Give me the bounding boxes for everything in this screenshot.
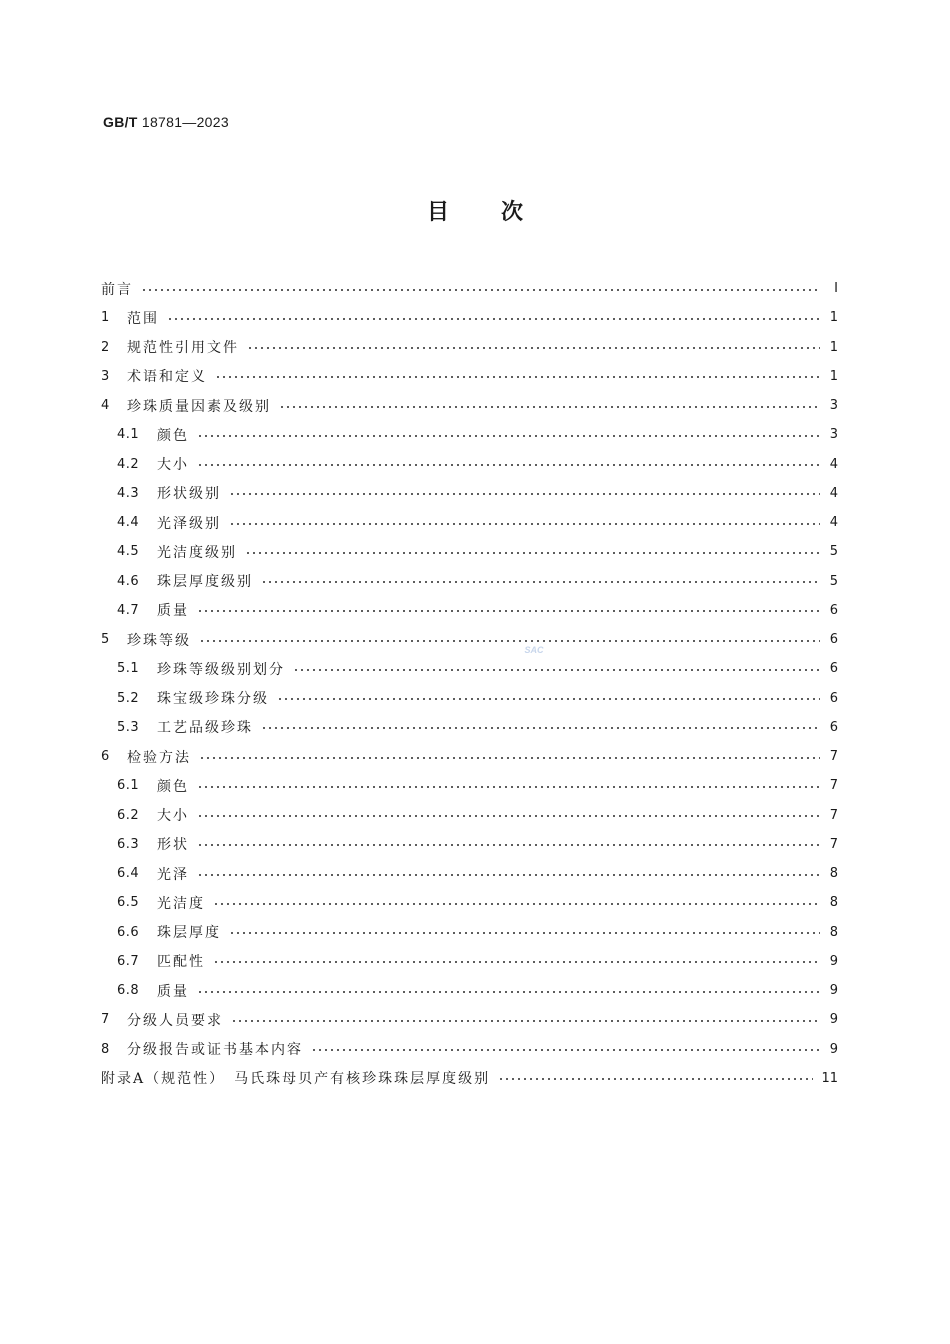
toc-entry-label: 大小 — [157, 808, 189, 825]
toc-entry[interactable] — [101, 1005, 838, 1034]
toc-entry[interactable] — [101, 420, 838, 449]
toc-entry-number: 6.4 — [117, 866, 140, 882]
toc-entry[interactable] — [101, 888, 838, 917]
toc-entry-number: 4.3 — [117, 485, 140, 501]
dot-leader — [247, 347, 820, 349]
toc-entry[interactable] — [101, 976, 838, 1005]
toc-entry-page: 5 — [829, 544, 838, 560]
toc-entry-number: 7 — [101, 1012, 110, 1028]
toc-entry-number: 5.1 — [117, 661, 140, 677]
toc-entry-number: 6 — [101, 749, 110, 765]
title-char-1: 目 — [426, 200, 449, 225]
toc-entry[interactable] — [101, 1035, 838, 1064]
dot-leader — [197, 991, 820, 993]
toc-entry-number: 6.2 — [117, 807, 140, 823]
dot-leader — [199, 757, 820, 759]
toc-entry[interactable] — [101, 274, 838, 303]
toc-entry-number: 4.1 — [117, 427, 140, 443]
toc-entry[interactable] — [101, 918, 838, 947]
toc-entry-number: 6.3 — [117, 836, 140, 852]
page-title — [0, 195, 950, 226]
toc-entry-number: 1 — [101, 310, 110, 326]
toc-entry-number: 5.3 — [117, 719, 140, 735]
toc-entry-label: 珠层厚度 — [157, 925, 221, 942]
toc-entry-label: 规范性引用文件 — [127, 340, 239, 357]
toc-entry-page: 4 — [829, 485, 838, 501]
dot-leader — [213, 961, 820, 963]
toc-entry-label: 质量 — [157, 603, 189, 620]
toc-entry-page: 3 — [829, 427, 838, 443]
toc-entry-label: 珍珠等级 — [127, 632, 191, 649]
toc-entry-label: 大小 — [157, 457, 189, 474]
toc-entry-page: 1 — [829, 339, 838, 355]
toc-entry-page: 6 — [829, 719, 838, 735]
toc-entry-number: 4 — [101, 398, 110, 414]
toc-entry-page: 11 — [821, 1070, 838, 1086]
toc-entry-label: 工艺品级珍珠 — [157, 720, 253, 737]
toc-entry-number: 8 — [101, 1041, 110, 1057]
toc-entry-number: 4.6 — [117, 573, 140, 589]
toc-entry[interactable] — [101, 859, 838, 888]
toc-entry-number: 6.1 — [117, 778, 140, 794]
toc-entry-label: 光洁度级别 — [157, 544, 237, 561]
toc-entry-page: 8 — [829, 866, 838, 882]
toc-entry-label: 珍珠等级级别划分 — [157, 661, 285, 678]
toc-entry[interactable] — [101, 684, 838, 713]
dot-leader — [231, 1020, 820, 1022]
toc-entry-page: 8 — [829, 895, 838, 911]
toc-entry[interactable] — [101, 713, 838, 742]
toc-entry-page: 7 — [829, 749, 838, 765]
dot-leader — [197, 815, 820, 817]
toc-entry-label: 珍珠质量因素及级别 — [127, 398, 271, 415]
toc-entry[interactable] — [101, 362, 838, 391]
toc-entry[interactable] — [101, 303, 838, 332]
dot-leader — [245, 552, 820, 554]
toc-entry[interactable] — [101, 333, 838, 362]
dot-leader — [197, 464, 820, 466]
toc-entry-page: 9 — [829, 1041, 838, 1057]
toc-entry[interactable] — [101, 625, 838, 654]
standard-number: 18781—2023 — [141, 114, 229, 130]
toc-entry-number: 6.6 — [117, 924, 140, 940]
toc-entry-label: 颜色 — [157, 427, 189, 444]
dot-leader — [197, 874, 820, 876]
toc-entry[interactable] — [101, 596, 838, 625]
toc-entry-label: 匹配性 — [157, 954, 205, 971]
dot-leader — [293, 669, 820, 671]
toc-entry-label: 分级人员要求 — [127, 1012, 223, 1029]
dot-leader — [279, 406, 820, 408]
toc-entry-label: 光泽级别 — [157, 515, 221, 532]
dot-leader — [229, 932, 820, 934]
toc-entry-label: 光洁度 — [157, 895, 205, 912]
toc-entry-page: 5 — [829, 573, 838, 589]
toc-entry-label: 范围 — [127, 310, 159, 327]
toc-entry-page: 6 — [829, 690, 838, 706]
toc-entry-page: 7 — [829, 836, 838, 852]
toc-entry-label: 前言 — [101, 281, 133, 298]
toc-entry-page: 6 — [829, 602, 838, 618]
toc-entry-page: 6 — [829, 632, 838, 648]
toc-entry-number: 5 — [101, 632, 110, 648]
toc-entry-label: 颜色 — [157, 778, 189, 795]
standard-code — [103, 114, 229, 130]
dot-leader — [277, 698, 820, 700]
toc-entry-page: 4 — [829, 515, 838, 531]
toc-entry-number: 6.5 — [117, 895, 140, 911]
toc-entry-page: 3 — [829, 398, 838, 414]
toc-entry-number: 6.7 — [117, 953, 140, 969]
toc-entry-label: 形状级别 — [157, 486, 221, 503]
toc-entry-page: 9 — [829, 1012, 838, 1028]
toc-entry-label: 珠层厚度级别 — [157, 574, 253, 591]
dot-leader — [197, 786, 820, 788]
title-char-2: 次 — [501, 200, 524, 225]
dot-leader — [197, 610, 820, 612]
toc-entry-page: I — [834, 281, 838, 297]
toc-entry[interactable] — [101, 537, 838, 566]
toc-entry-number: 4.4 — [117, 515, 140, 531]
toc-entry-page: 6 — [829, 661, 838, 677]
toc-entry[interactable] — [101, 742, 838, 771]
dot-leader — [199, 640, 820, 642]
dot-leader — [197, 844, 820, 846]
toc-entry-page: 4 — [829, 456, 838, 472]
toc-entry-label: 术语和定义 — [127, 369, 207, 386]
toc-entry-label: 检验方法 — [127, 749, 191, 766]
toc-entry[interactable] — [101, 947, 838, 976]
toc-entry[interactable] — [101, 771, 838, 800]
toc-entry-number: 4.5 — [117, 544, 140, 560]
dot-leader — [229, 493, 820, 495]
toc-entry-page: 7 — [829, 807, 838, 823]
toc-entry[interactable] — [101, 801, 838, 830]
toc-entry[interactable] — [101, 654, 838, 683]
dot-leader — [229, 523, 820, 525]
dot-leader — [141, 289, 820, 291]
toc-entry-label: 形状 — [157, 837, 189, 854]
toc-entry[interactable] — [101, 450, 838, 479]
toc-entry-number: 2 — [101, 339, 110, 355]
dot-leader — [213, 903, 820, 905]
dot-leader — [197, 435, 820, 437]
toc-entry-page: 9 — [829, 953, 838, 969]
toc-entry-label: 珠宝级珍珠分级 — [157, 691, 269, 708]
toc-entry[interactable] — [101, 508, 838, 537]
toc-entry[interactable] — [101, 391, 838, 420]
toc-entry-label: 光泽 — [157, 866, 189, 883]
toc-entry-page: 8 — [829, 924, 838, 940]
toc-entry-label: 附录A（规范性） 马氏珠母贝产有核珍珠珠层厚度级别 — [101, 1071, 491, 1088]
toc-entry-number: 6.8 — [117, 983, 140, 999]
toc-entry-number: 3 — [101, 368, 110, 384]
table-of-contents — [101, 274, 838, 1093]
toc-entry-number: 5.2 — [117, 690, 140, 706]
dot-leader — [261, 581, 820, 583]
toc-entry[interactable] — [101, 830, 838, 859]
toc-entry-label: 质量 — [157, 983, 189, 1000]
standard-prefix: GB/T — [103, 114, 138, 130]
sac-watermark: SAC — [524, 645, 544, 655]
dot-leader — [311, 1049, 820, 1051]
toc-entry-number: 4.7 — [117, 602, 140, 618]
toc-entry-page: 1 — [829, 310, 838, 326]
toc-entry-label: 分级报告或证书基本内容 — [127, 1042, 303, 1059]
toc-entry-page: 9 — [829, 983, 838, 999]
toc-entry[interactable] — [101, 567, 838, 596]
dot-leader — [261, 727, 820, 729]
toc-entry-page: 1 — [829, 368, 838, 384]
toc-entry[interactable] — [101, 1064, 838, 1093]
toc-entry[interactable] — [101, 479, 838, 508]
dot-leader — [215, 376, 820, 378]
toc-entry-number: 4.2 — [117, 456, 140, 472]
dot-leader — [498, 1078, 813, 1080]
toc-entry-page: 7 — [829, 778, 838, 794]
dot-leader — [167, 318, 820, 320]
